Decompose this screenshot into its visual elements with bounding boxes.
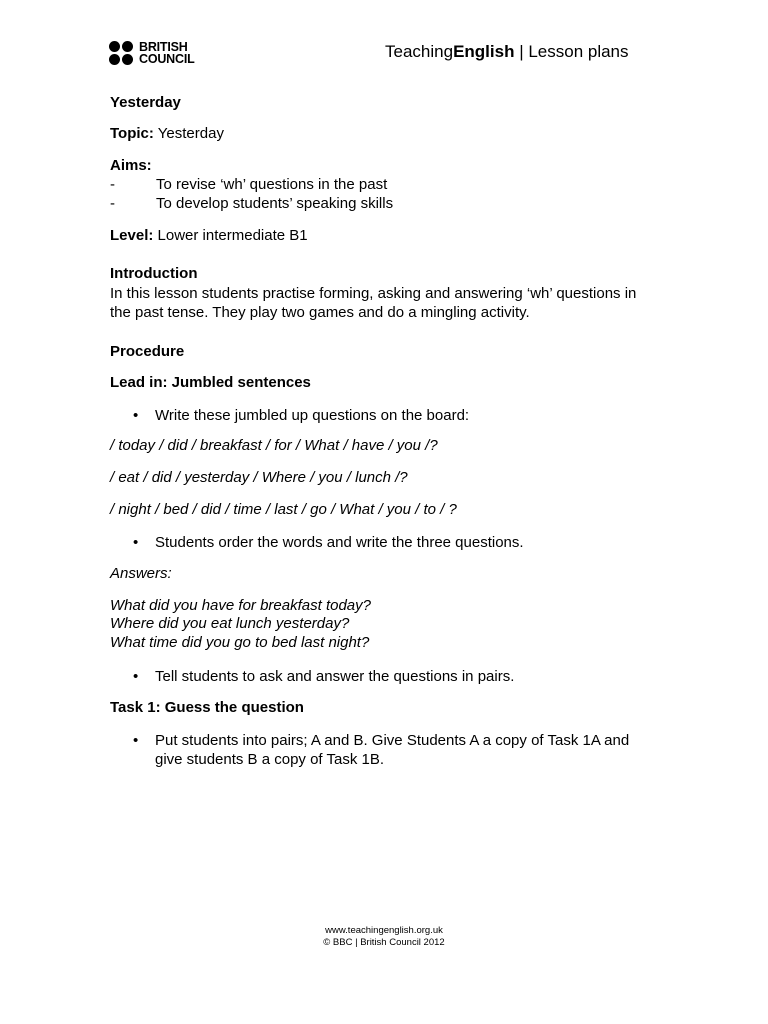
- footer-copyright: © BBC | British Council 2012: [323, 937, 445, 948]
- answer-line: Where did you eat lunch yesterday?: [110, 615, 350, 632]
- introduction-text-line2: the past tense. They play two games and do a mingling activity.: [110, 304, 530, 321]
- document-title: Yesterday: [110, 94, 181, 111]
- jumbled-question: / eat / did / yesterday / Where / you / lunch /?: [110, 469, 408, 486]
- answer-line: What time did you go to bed last night?: [110, 634, 370, 651]
- answer-line: What did you have for breakfast today?: [110, 597, 371, 614]
- bullet-icon: •: [133, 534, 139, 551]
- logo-dots-icon: [109, 41, 133, 65]
- bullet-icon: •: [133, 407, 139, 424]
- lesson-plan-page: BRITISH COUNCIL TeachingEnglish | Lesson plans Yesterday Topic: Yesterday Aims: - To revise ‘wh’ questions in the past - To develop students’ speaking skills Level: Lower intermediate B1 Introduction In this lesson students practise forming, asking and answering ‘wh’ questions in the past tense. They play two games and do a mingling activity. Procedure Lead in: Jumbled sentences • Write these jumbled up questions on the board: / today / did / breakfast / for / What / have / you /? / eat / did / yesterday / Where / you / lunch /? / night / bed / did / time / last / go / What / you / to / ? • Students order the words and write the three questions. Answers: What did you have for breakfast today? Where did you eat lunch yesterday? What time did you go to bed last night? • Tell students to ask and answer the questions in pairs. Task 1: Guess the question • Put students into pairs; A and B. Give Students A a copy of Task 1A and give students B a copy of Task 1B. www.teachingenglish.org.uk © BBC | British Council 2012: [0, 0, 768, 1024]
- aims-heading: Aims:: [110, 157, 152, 174]
- task1-heading: Task 1: Guess the question: [110, 699, 304, 716]
- procedure-heading: Procedure: [110, 343, 185, 360]
- level-line: Level: Lower intermediate B1: [110, 227, 308, 244]
- topic-line: Topic: Yesterday: [110, 125, 224, 142]
- jumbled-question: / night / bed / did / time / last / go / What / you / to / ?: [110, 501, 457, 518]
- bullet-icon: •: [133, 668, 139, 685]
- header-title: TeachingEnglish | Lesson plans: [385, 42, 629, 61]
- answers-label: Answers:: [110, 565, 172, 582]
- introduction-text-line1: In this lesson students practise forming, asking and answering ‘wh’ questions in: [110, 285, 637, 302]
- footer-url: www.teachingenglish.org.uk: [325, 925, 443, 936]
- jumbled-question: / today / did / breakfast / for / What / have / you /?: [110, 437, 438, 454]
- british-council-logo: [109, 41, 195, 65]
- bullet-icon: •: [133, 732, 139, 749]
- introduction-heading: Introduction: [110, 265, 198, 282]
- logo-wordmark: BRITISH COUNCIL: [139, 40, 195, 66]
- lead-in-heading: Lead in: Jumbled sentences: [110, 374, 311, 391]
